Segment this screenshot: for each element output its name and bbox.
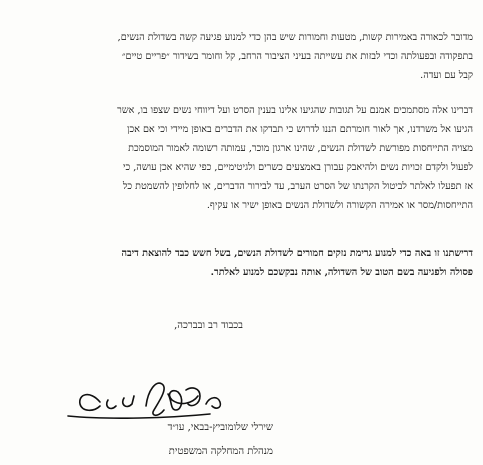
paragraph-1-line: קבל עם ועדה. <box>420 70 473 81</box>
paragraph-2-line: התייחסות/מסר או אמירה הקשורה ולשדולת הנשים באופן ישיר או עקיף. <box>206 200 473 211</box>
paragraph-2-line: מצויה התייחסות מפורשת לשדולת הנשים, שהינו ארגון מוכר, עמותה רשומה לאמור המוסמכת <box>128 143 473 154</box>
paragraph-3-line: דרישתנו זו באה כדי למנוע גרימת נזקים חמורים לשדולת הנשים, בשל חשש כבד להוצאת דיבה <box>121 248 473 259</box>
signature-icon <box>60 370 270 430</box>
paragraph-2-line: הגיעו אל משרדנו, אך לאור חומרתם הננו לדרוש כי תבדקו את הדברים באופן מיידי וכי אם אכן <box>127 124 473 135</box>
signer-role: מנהלת המחלקה המשפטית <box>168 446 273 457</box>
paragraph-2 <box>10 101 473 215</box>
paragraph-2-line: אז תפעלו לאלתר לביטול הקרנתו של הסרט הערב, עד לבירור הדברים, או לחלופין להשמטת כל <box>122 181 473 192</box>
paragraph-2-line: דברינו אלה מסתמכים אמנם על תגובות שהגיעו אלינו בענין הסרט ועל דיווחי נשים שצפו בו, אשר <box>117 105 473 116</box>
paragraph-1-line: בתפקודה ובפעולתה וכדי לבזות את עשייתה בעיני הציבור הרחב, קל וחומר בשידור ״פריים טיים״ <box>121 51 473 62</box>
paragraph-2-line: לפעול ולקדם זכויות נשים ולהיאבק עבורן באמצעים כשרים ולגיטימיים, כפי שהיא אכן עושה, כי <box>123 162 473 173</box>
paragraph-1 <box>10 28 473 85</box>
paragraph-3-line: פסולה ולפגיעה בשם הטוב של השדולה, אותה נבקשכם למנוע לאלתר. <box>210 267 473 278</box>
signer-name: שירלי שלומוביץ-בבאי, עו״ד <box>167 422 273 433</box>
paragraph-1-line: מדובר לכאורה באמירות קשות, מטעות וחמורות שיש בהן כדי למנוע פגיעה קשה בשדולת הנשים, <box>117 32 473 43</box>
paragraph-3 <box>10 244 473 282</box>
closing-salutation: בכבוד רב ובברכה, <box>174 320 243 331</box>
